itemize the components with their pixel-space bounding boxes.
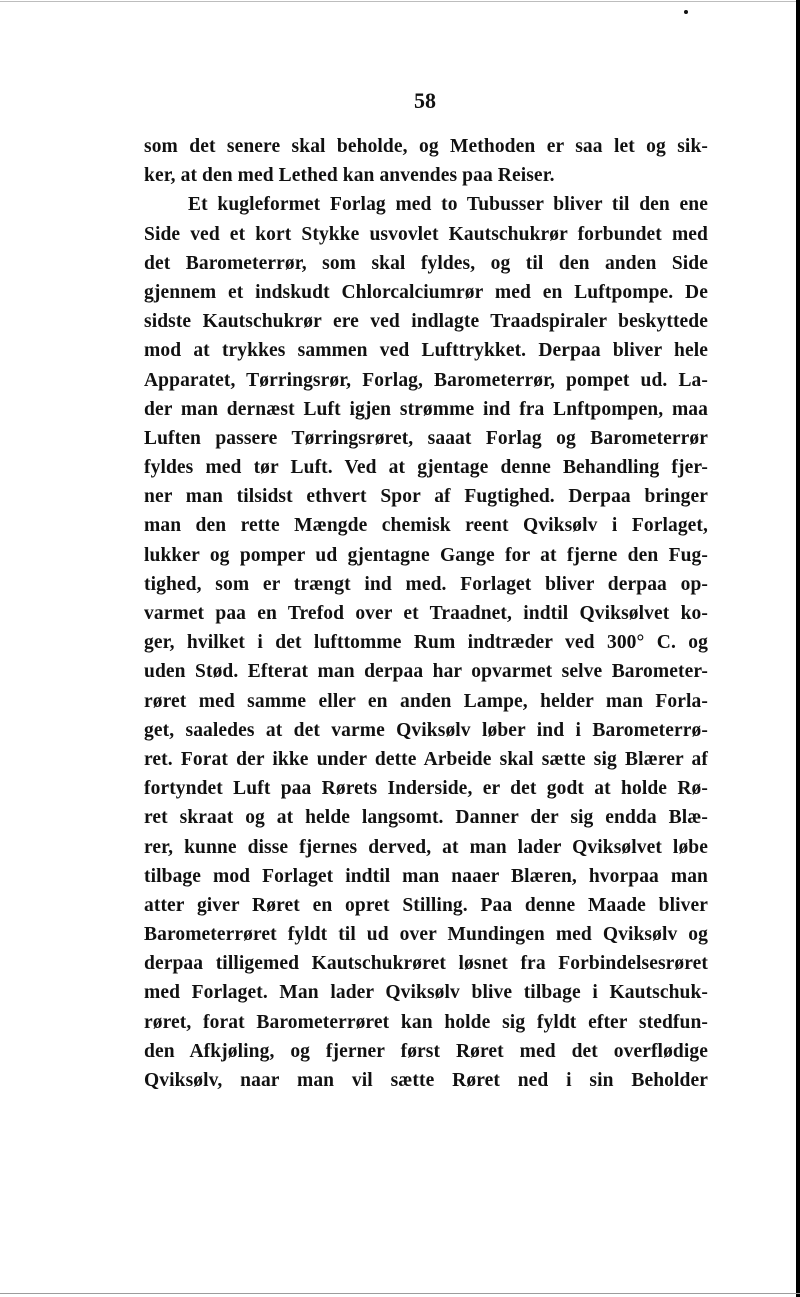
text-line: ret. Forat der ikke under dette Arbeide skal sætte sig Blærer af [144,748,708,770]
text-line: gjennem et indskudt Chlorcalciumrør med en Luftpompe. De [144,281,708,303]
text-line: tilbage mod Forlaget indtil man naaer Blæren, hvorpaa man [144,865,708,887]
text-line: uden Stød. Efterat man derpaa har opvarmet selve Barometer- [144,661,708,683]
text-line: der man dernæst Luft igjen strømme ind fra Lnftpompen, maa [144,398,708,420]
scan-right-edge [796,0,800,1297]
text-line: ner man tilsidst ethvert Spor af Fugtighed. Derpaa bringer [144,486,708,508]
text-line: Side ved et kort Stykke usvovlet Kautschukrør forbundet med [144,223,708,245]
text-line: med Forlaget. Man lader Qviksølv blive tilbage i Kautschuk- [144,982,708,1004]
text-line: man den rette Mængde chemisk reent Qviksølv i Forlaget, [144,515,708,537]
ink-speck [684,10,688,14]
text-line: Barometerrøret fyldt til ud over Mundingen med Qviksølv og [144,924,708,946]
page-number: 58 [414,88,436,113]
text-line: tighed, som er trængt ind med. Forlaget bliver derpaa op- [144,573,708,595]
text-line: ret skraat og at helde langsomt. Danner der sig endda Blæ- [144,807,708,829]
text-line: som det senere skal beholde, og Methoden er saa let og sik- [144,136,708,157]
text-line: varmet paa en Trefod over et Traadnet, indtil Qviksølvet ko- [144,603,708,624]
text-line: ger, hvilket i det lufttomme Rum indtræder ved 300° C. og [144,632,708,654]
text-line: Luften passere Tørringsrøret, saaat Forlag og Barometerrør [144,427,708,449]
text-line: sidste Kautschukrør ere ved indlagte Traadspiraler beskyttede [144,311,708,333]
text-line: den Afkjøling, og fjerner først Røret med det overflødige [144,1040,708,1062]
text-line: mod at trykkes sammen ved Lufttrykket. Derpaa bliver hele [144,340,708,362]
text-line: Apparatet, Tørringsrør, Forlag, Barometerrør, pompet ud. La- [144,369,708,391]
scan-bottom-edge [0,1293,800,1294]
text-line: rer, kunne disse fjernes derved, at man lader Qviksølvet løbe [144,836,708,858]
text-line: fyldes med tør Luft. Ved at gjentage denne Behandling fjer- [144,457,708,479]
text-line: Qviksølv, naar man vil sætte Røret ned i sin Beholder [144,1070,708,1091]
text-line: Et kugleformet Forlag med to Tubusser bliver til den ene [188,194,708,216]
body-text [144,132,708,1095]
text-line: get, saaledes at det varme Qviksølv løber ind i Barometerrø- [144,719,708,741]
text-line: fortyndet Luft paa Rørets Inderside, er det godt at holde Rø- [144,778,708,800]
text-line: røret med samme eller en anden Lampe, helder man Forla- [144,690,708,712]
text-line: derpaa tilligemed Kautschukrøret løsnet fra Forbindelsesrøret [144,953,708,975]
text-line: røret, forat Barometerrøret kan holde sig fyldt efter stedfun- [144,1011,708,1033]
text-line: det Barometerrør, som skal fyldes, og til den anden Side [144,252,708,274]
text-line: ker, at den med Lethed kan anvendes paa Reiser. [144,165,555,187]
text-line: atter giver Røret en opret Stilling. Paa denne Maade bliver [144,894,708,916]
scan-top-edge [0,1,800,2]
text-line: lukker og pomper ud gjentagne Gange for at fjerne den Fug- [144,544,708,566]
